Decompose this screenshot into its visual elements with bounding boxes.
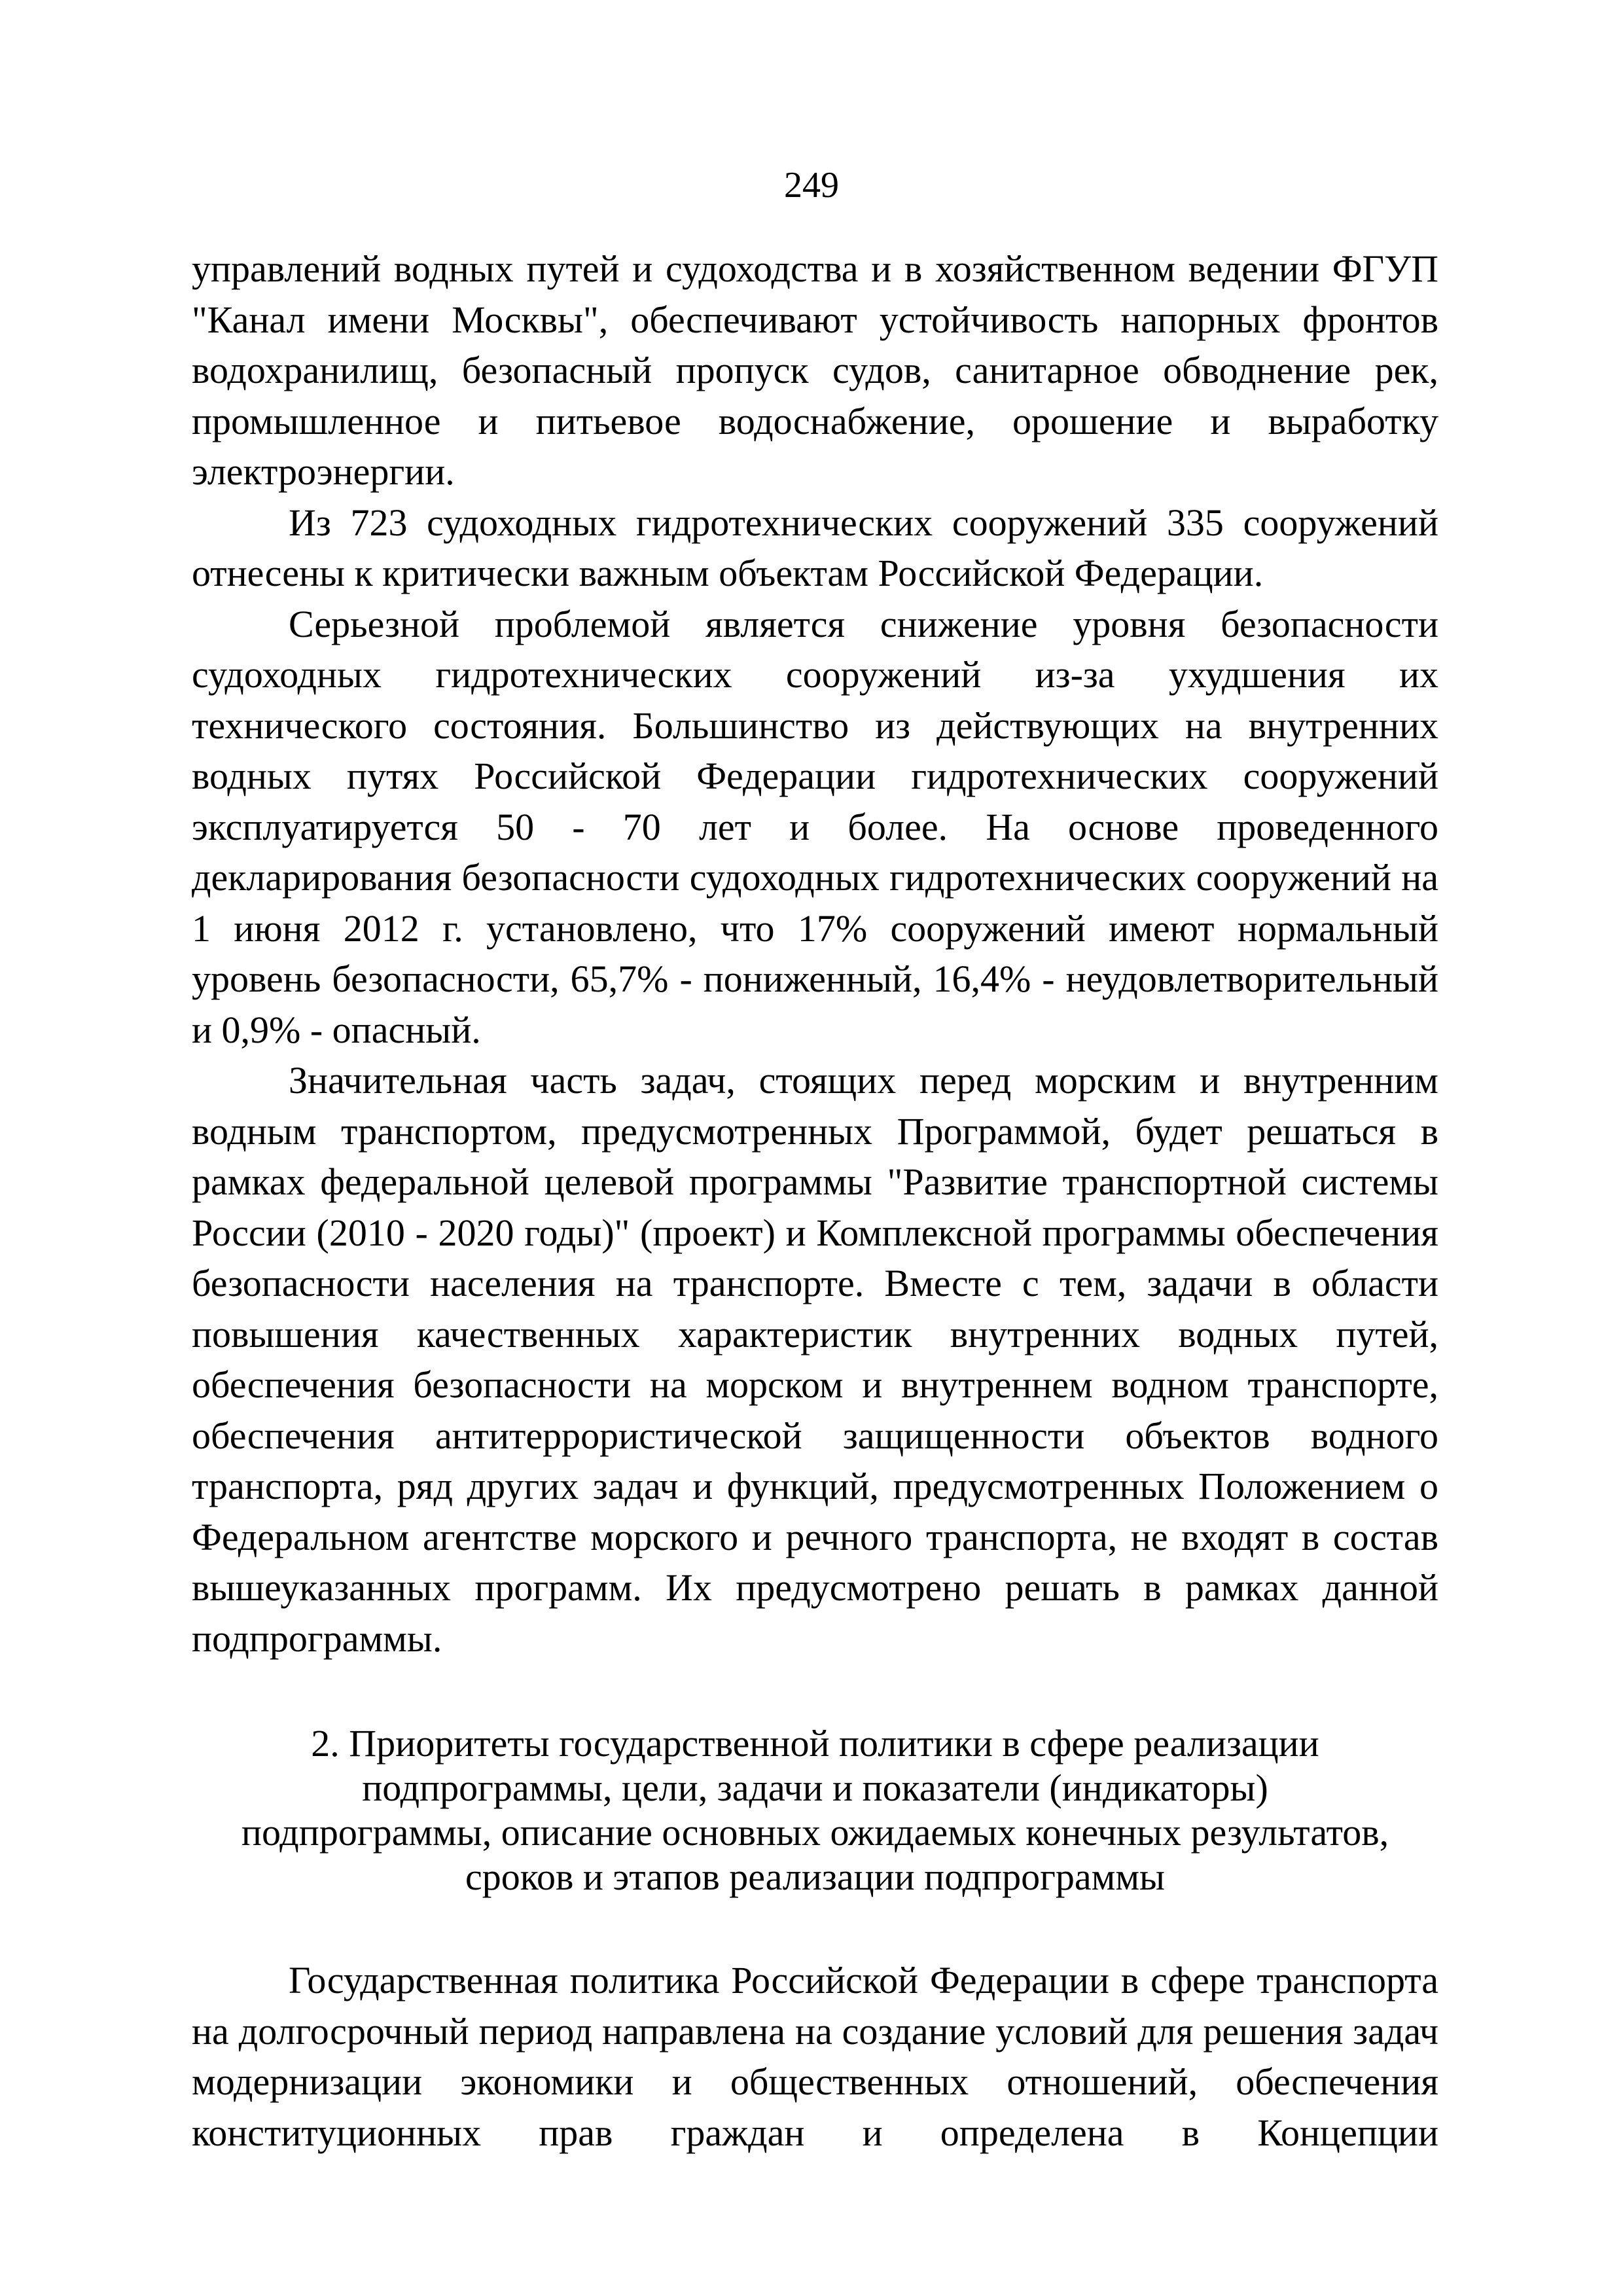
paragraph-safety-problem: Серьезной проблемой является снижение уровня безопасности судоходных гидротехнических сооружений из-за ухудшения их технического состояния. Большинство из действующих на внутренних водных путях Российской Федерации гидротехнических сооружений эксплуатируется 50 - 70 лет и более. На основе проведенного декларирования безопасности судоходных гидротехнических сооружений на 1 июня 2012 г. установлено, что 17% сооружений имеют нормальный уровень безопасности, 65,7% - пониженный, 16,4% - неудовлетворительный и 0,9% - опасный. xyxy=(192,602,1438,1051)
paragraph-continuation: управлений водных путей и судоходства и в хозяйственном ведении ФГУП "Канал имени Москвы", обеспечивают устойчивость напорных фронтов водохранилищ, безопасный пропуск судов, санитарное обводнение рек, промышленное и питьевое водоснабжение, орошение и выработку электроэнергии. xyxy=(192,247,1438,493)
paragraph-program-tasks: Значительная часть задач, стоящих перед морским и внутренним водным транспортом, предусмотренных Программой, будет решаться в рамках федеральной целевой программы "Развитие транспортной системы России (2010 - 2020 годы)" (проект) и Комплексной программы обеспечения безопасности населения на транспорте. Вместе с тем, задачи в области повышения качественных характеристик внутренних водных путей, обеспечения безопасности на морском и внутреннем водном транспорте, обеспечения антитеррористической защищенности объектов водного транспорта, ряд других задач и функций, предусмотренных Положением о Федеральном агентстве морского и речного транспорта, не входят в состав вышеуказанных программ. Их предусмотрено решать в рамках данной подпрограммы. xyxy=(192,1059,1438,1660)
paragraph-critical-objects: Из 723 судоходных гидротехнических сооружений 335 сооружений отнесены к критически важным объектам Российской Федерации. xyxy=(192,501,1438,594)
document-body xyxy=(192,243,1438,2158)
paragraph-state-policy: Государственная политика Российской Федерации в сфере транспорта на долгосрочный период направлена на создание условий для решения задач модернизации экономики и общественных отношений, обеспечения конституционных прав граждан и определена в Концепции xyxy=(192,1959,1438,2154)
section-heading-line: сроков и этапов реализации подпрограммы xyxy=(465,1856,1166,1898)
section-heading-line: подпрограммы, цели, задачи и показатели (индикаторы) xyxy=(362,1767,1268,1809)
section-heading xyxy=(192,1721,1438,1899)
section-heading-line: 2. Приоритеты государственной политики в сфере реализации xyxy=(311,1722,1319,1765)
section-heading-line: подпрограммы, описание основных ожидаемых конечных результатов, xyxy=(241,1811,1389,1854)
page-number: 249 xyxy=(784,165,839,206)
